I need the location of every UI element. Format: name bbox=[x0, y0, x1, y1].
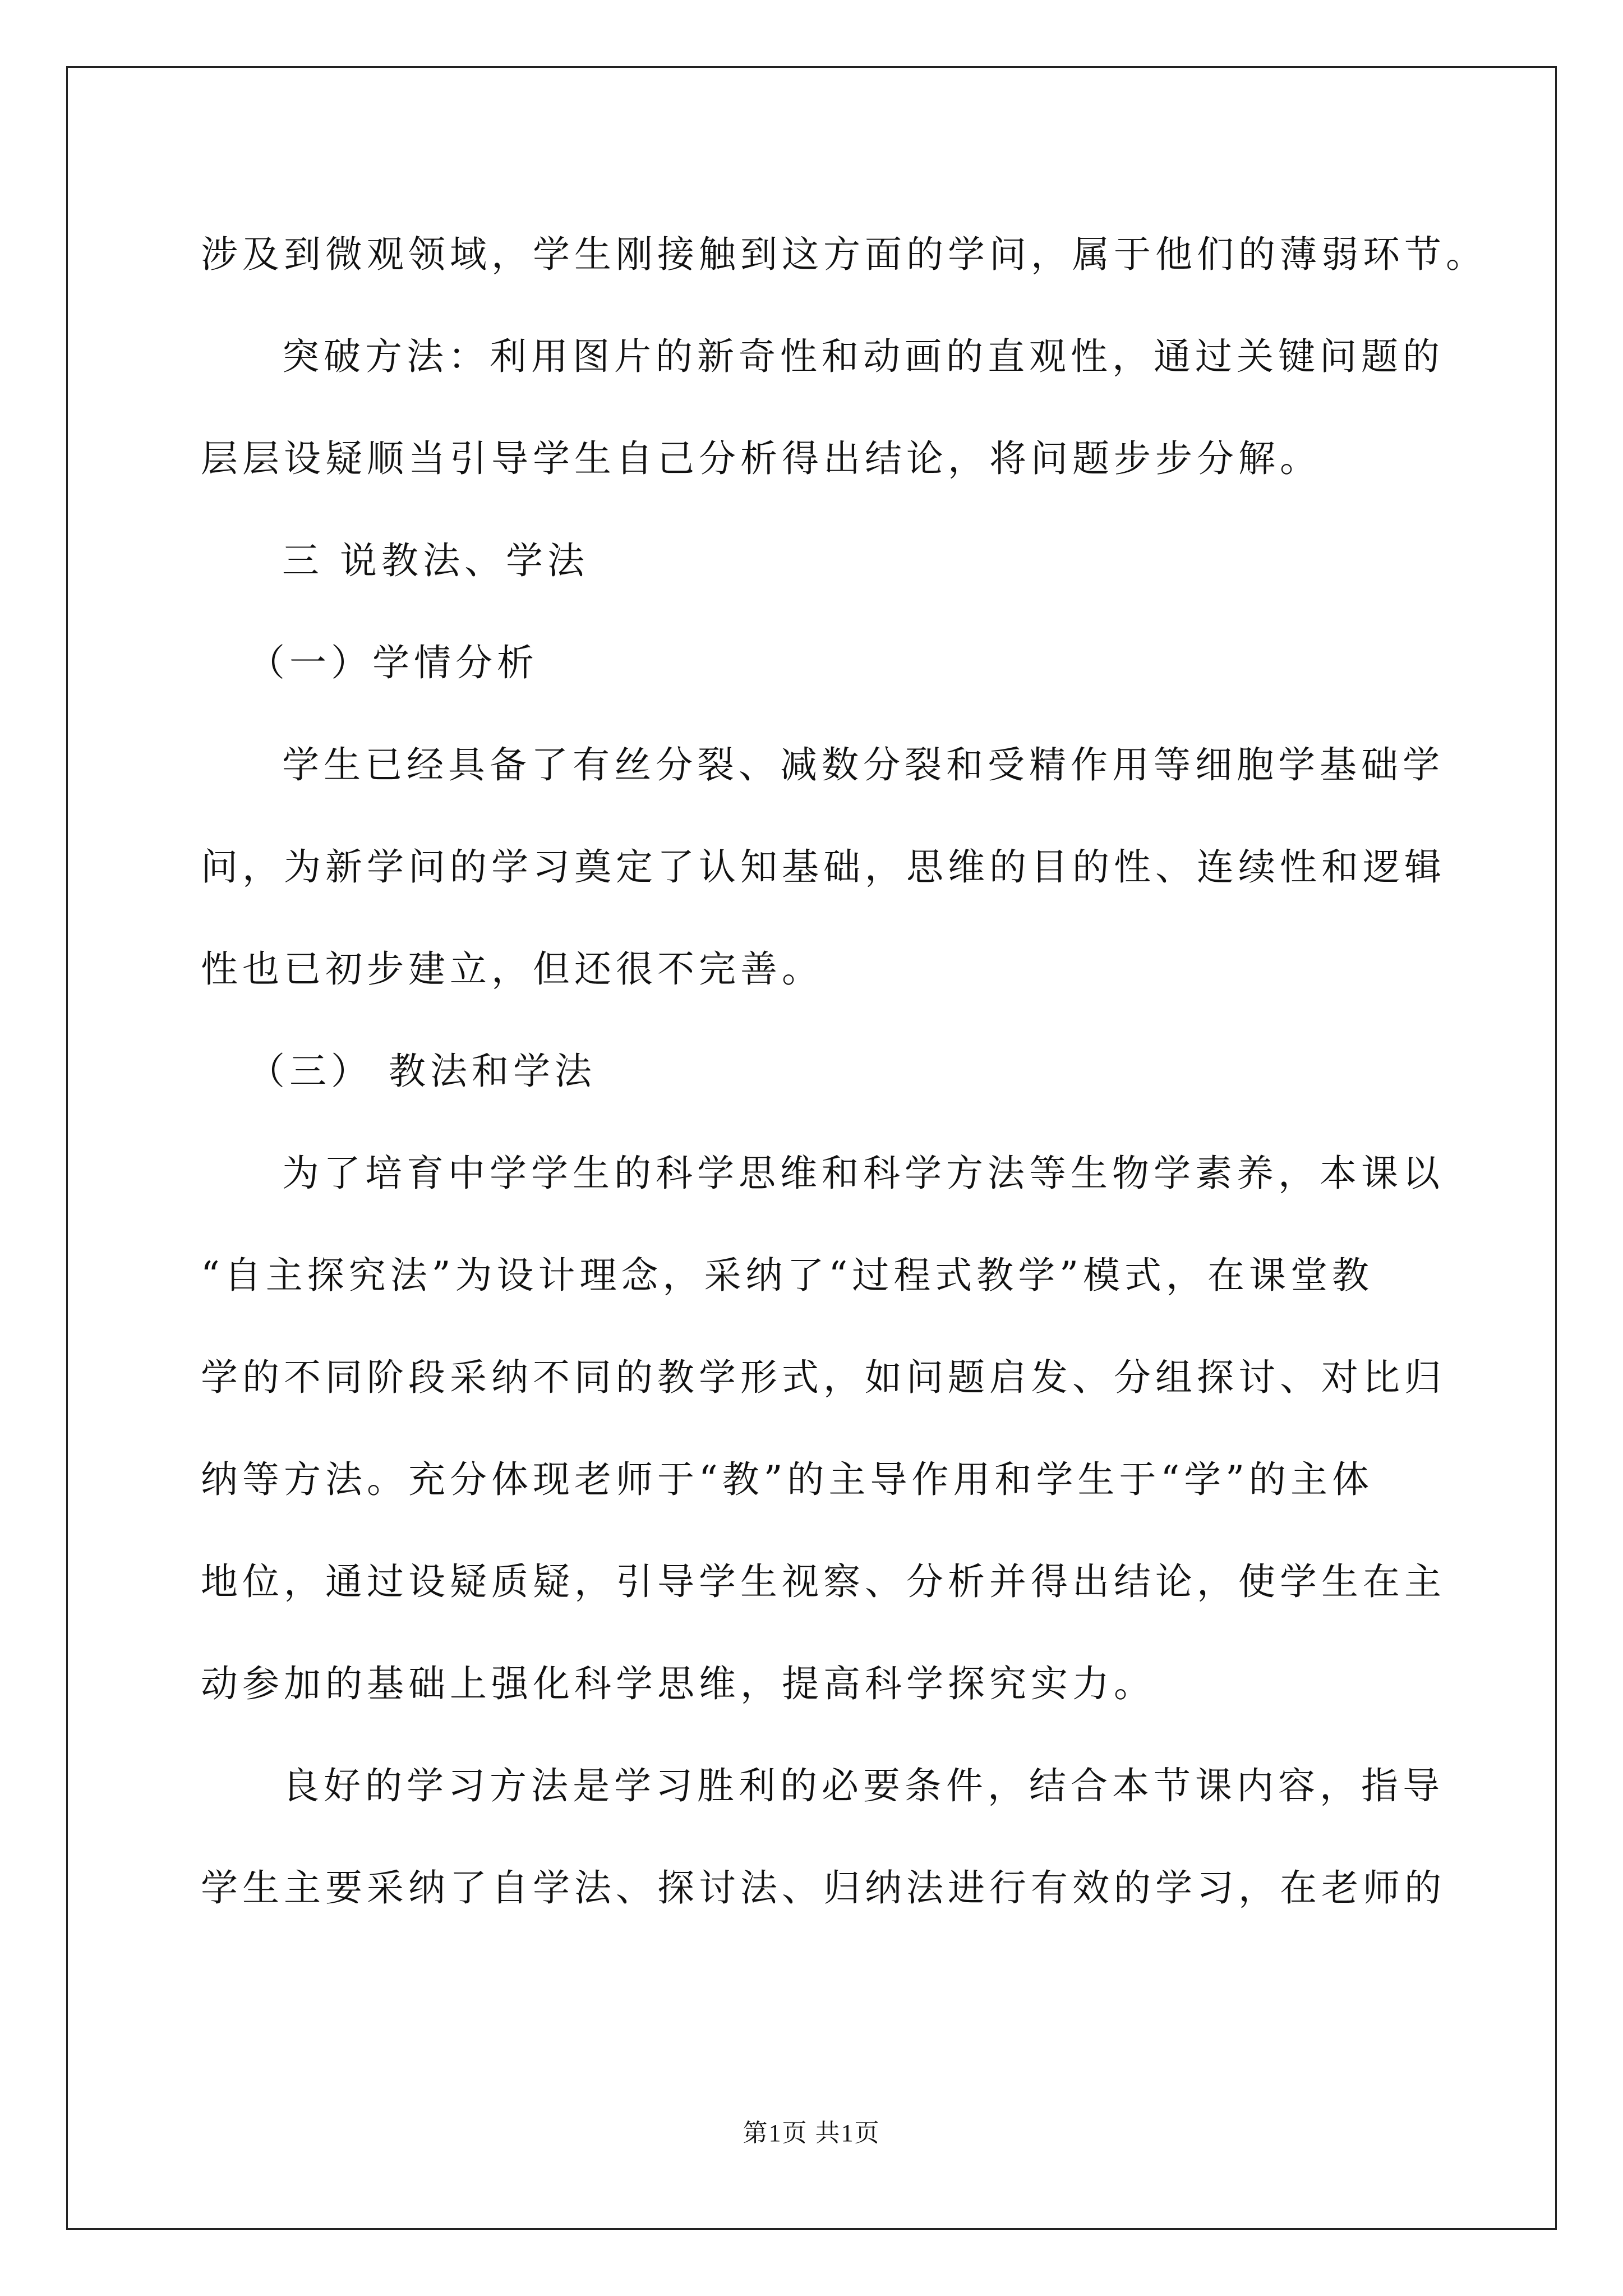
body-text-line: “自主探究法”为设计理念，采纳了“过程式教学”模式，在课堂教 bbox=[201, 1254, 1373, 1297]
body-text-line: 学生已经具备了有丝分裂、减数分裂和受精作用等细胞学基础学 bbox=[282, 743, 1444, 786]
body-text-line: 学生主要采纳了自学法、探讨法、归纳法进行有效的学习，在老师的 bbox=[201, 1866, 1446, 1910]
section-heading: 三 说教法、学法 bbox=[282, 539, 589, 582]
body-text-line: 动参加的基础上强化科学思维，提高科学探究实力。 bbox=[201, 1662, 1155, 1705]
body-text-line: 地位，通过设疑质疑，引导学生视察、分析并得出结论，使学生在主 bbox=[201, 1560, 1446, 1603]
subsection-heading: （三） 教法和学法 bbox=[248, 1050, 596, 1093]
body-text-line: 良好的学习方法是学习胜利的必要条件，结合本节课内容，指导 bbox=[282, 1764, 1444, 1807]
body-text-line: 突破方法：利用图片的新奇性和动画的直观性，通过关键问题的 bbox=[282, 335, 1444, 378]
body-text-line: 问，为新学问的学习奠定了认知基础，思维的目的性、连续性和逻辑 bbox=[201, 845, 1446, 889]
body-text-line: 性也已初步建立，但还很不完善。 bbox=[201, 947, 823, 991]
body-text-line: 学的不同阶段采纳不同的教学形式，如问题启发、分组探讨、对比归 bbox=[201, 1356, 1446, 1399]
page-footer: 第1页 共1页 bbox=[743, 2119, 880, 2147]
subsection-heading: （一）学情分析 bbox=[248, 641, 538, 684]
body-text-line: 为了培育中学学生的科学思维和科学方法等生物学素养，本课以 bbox=[282, 1152, 1444, 1195]
body-text-line: 纳等方法。充分体现老师于“教”的主导作用和学生于“学”的主体 bbox=[201, 1458, 1373, 1501]
body-text-line: 层层设疑顺当引导学生自己分析得出结论，将问题步步分解。 bbox=[201, 437, 1321, 480]
body-text-line: 涉及到微观领域，学生刚接触到这方面的学问，属于他们的薄弱环节。 bbox=[201, 233, 1487, 276]
